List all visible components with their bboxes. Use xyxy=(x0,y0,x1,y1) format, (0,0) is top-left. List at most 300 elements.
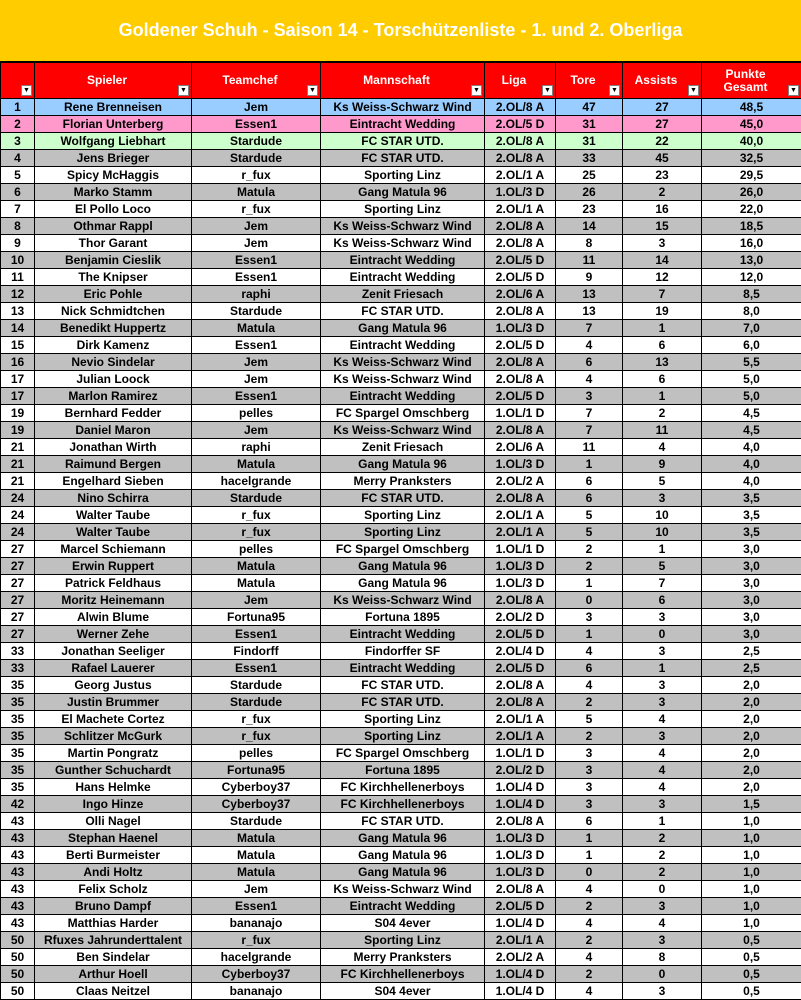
cell-team: Zenit Friesach xyxy=(321,286,485,303)
cell-teamchef: Matula xyxy=(192,184,321,201)
cell-league: 2.OL/5 D xyxy=(485,116,556,133)
cell-points: 1,0 xyxy=(702,864,801,881)
cell-team: Eintracht Wedding xyxy=(321,252,485,269)
cell-teamchef: Stardude xyxy=(192,677,321,694)
cell-points: 3,5 xyxy=(702,490,801,507)
cell-assists: 8 xyxy=(623,949,702,966)
cell-goals: 3 xyxy=(556,609,623,626)
cell-points: 2,0 xyxy=(702,694,801,711)
cell-team: Sporting Linz xyxy=(321,524,485,541)
cell-teamchef: Jem xyxy=(192,218,321,235)
cell-player: Stephan Haenel xyxy=(35,830,192,847)
cell-goals: 1 xyxy=(556,456,623,473)
cell-assists: 1 xyxy=(623,320,702,337)
cell-league: 1.OL/4 D xyxy=(485,983,556,1000)
cell-points: 13,0 xyxy=(702,252,801,269)
cell-rank: 35 xyxy=(1,762,35,779)
cell-player: Raimund Bergen xyxy=(35,456,192,473)
cell-league: 1.OL/3 D xyxy=(485,575,556,592)
cell-rank: 27 xyxy=(1,592,35,609)
cell-league: 2.OL/2 D xyxy=(485,762,556,779)
filter-dropdown-punkte[interactable] xyxy=(788,85,799,96)
cell-rank: 17 xyxy=(1,388,35,405)
cell-team: Sporting Linz xyxy=(321,201,485,218)
cell-goals: 14 xyxy=(556,218,623,235)
cell-team: Sporting Linz xyxy=(321,167,485,184)
cell-league: 2.OL/8 A xyxy=(485,235,556,252)
cell-league: 2.OL/8 A xyxy=(485,218,556,235)
cell-assists: 12 xyxy=(623,269,702,286)
cell-league: 2.OL/8 A xyxy=(485,99,556,116)
cell-points: 3,0 xyxy=(702,592,801,609)
cell-teamchef: Essen1 xyxy=(192,269,321,286)
cell-goals: 7 xyxy=(556,320,623,337)
cell-rank: 50 xyxy=(1,949,35,966)
cell-points: 0,5 xyxy=(702,949,801,966)
cell-league: 1.OL/4 D xyxy=(485,966,556,983)
cell-league: 2.OL/8 A xyxy=(485,303,556,320)
cell-team: Eintracht Wedding xyxy=(321,388,485,405)
cell-team: Findorffer SF xyxy=(321,643,485,660)
cell-points: 2,0 xyxy=(702,779,801,796)
cell-team: S04 4ever xyxy=(321,983,485,1000)
cell-player: Hans Helmke xyxy=(35,779,192,796)
cell-league: 2.OL/8 A xyxy=(485,422,556,439)
cell-rank: 19 xyxy=(1,405,35,422)
cell-goals: 7 xyxy=(556,422,623,439)
cell-rank: 35 xyxy=(1,711,35,728)
cell-assists: 3 xyxy=(623,983,702,1000)
cell-teamchef: Matula xyxy=(192,456,321,473)
cell-points: 2,0 xyxy=(702,728,801,745)
cell-assists: 3 xyxy=(623,235,702,252)
cell-points: 3,5 xyxy=(702,507,801,524)
cell-league: 1.OL/3 D xyxy=(485,558,556,575)
header-rank xyxy=(1,63,35,99)
cell-points: 0,5 xyxy=(702,983,801,1000)
cell-rank: 24 xyxy=(1,524,35,541)
cell-points: 5,5 xyxy=(702,354,801,371)
table-row xyxy=(1,507,801,524)
cell-team: FC Spargel Omschberg xyxy=(321,405,485,422)
cell-rank: 8 xyxy=(1,218,35,235)
cell-points: 1,0 xyxy=(702,830,801,847)
cell-league: 2.OL/1 A xyxy=(485,932,556,949)
cell-team: FC Kirchhellenerboys xyxy=(321,966,485,983)
cell-teamchef: r_fux xyxy=(192,932,321,949)
cell-league: 2.OL/5 D xyxy=(485,898,556,915)
triangle-down-icon: ▼ xyxy=(544,87,551,94)
cell-teamchef: Jem xyxy=(192,371,321,388)
cell-points: 29,5 xyxy=(702,167,801,184)
table-row xyxy=(1,252,801,269)
cell-player: Walter Taube xyxy=(35,507,192,524)
cell-assists: 3 xyxy=(623,490,702,507)
cell-assists: 6 xyxy=(623,337,702,354)
table-row xyxy=(1,932,801,949)
table-row xyxy=(1,184,801,201)
table-row xyxy=(1,201,801,218)
table-row xyxy=(1,167,801,184)
filter-dropdown-teamchef[interactable] xyxy=(307,85,318,96)
header-punkte-gesamt: Punkte Gesamt ▼ xyxy=(702,63,801,99)
cell-team: Sporting Linz xyxy=(321,728,485,745)
cell-league: 1.OL/1 D xyxy=(485,745,556,762)
cell-assists: 4 xyxy=(623,762,702,779)
cell-rank: 27 xyxy=(1,626,35,643)
cell-teamchef: Jem xyxy=(192,881,321,898)
table-row xyxy=(1,371,801,388)
cell-assists: 7 xyxy=(623,575,702,592)
cell-assists: 3 xyxy=(623,728,702,745)
cell-team: Ks Weiss-Schwarz Wind xyxy=(321,422,485,439)
header-teamchef: Teamchef ▼ xyxy=(192,63,321,99)
cell-points: 1,0 xyxy=(702,881,801,898)
cell-teamchef: r_fux xyxy=(192,201,321,218)
triangle-down-icon: ▼ xyxy=(180,87,187,94)
cell-assists: 3 xyxy=(623,932,702,949)
cell-rank: 9 xyxy=(1,235,35,252)
cell-team: Eintracht Wedding xyxy=(321,337,485,354)
cell-teamchef: Stardude xyxy=(192,490,321,507)
cell-rank: 27 xyxy=(1,541,35,558)
cell-points: 0,5 xyxy=(702,932,801,949)
cell-assists: 4 xyxy=(623,745,702,762)
table-row xyxy=(1,405,801,422)
cell-player: Felix Scholz xyxy=(35,881,192,898)
cell-points: 2,0 xyxy=(702,677,801,694)
table-row xyxy=(1,609,801,626)
cell-league: 2.OL/1 A xyxy=(485,507,556,524)
cell-player: Nick Schmidtchen xyxy=(35,303,192,320)
cell-player: Arthur Hoell xyxy=(35,966,192,983)
cell-goals: 31 xyxy=(556,116,623,133)
cell-player: Benedikt Huppertz xyxy=(35,320,192,337)
cell-assists: 11 xyxy=(623,422,702,439)
cell-points: 1,5 xyxy=(702,796,801,813)
cell-player: El Pollo Loco xyxy=(35,201,192,218)
cell-rank: 21 xyxy=(1,456,35,473)
cell-points: 1,0 xyxy=(702,813,801,830)
cell-goals: 4 xyxy=(556,915,623,932)
cell-team: Ks Weiss-Schwarz Wind xyxy=(321,371,485,388)
cell-points: 4,5 xyxy=(702,422,801,439)
table-row xyxy=(1,779,801,796)
cell-assists: 0 xyxy=(623,626,702,643)
cell-assists: 0 xyxy=(623,881,702,898)
filter-dropdown-spieler[interactable] xyxy=(178,85,189,96)
cell-teamchef: Stardude xyxy=(192,813,321,830)
cell-player: Eric Pohle xyxy=(35,286,192,303)
cell-league: 1.OL/4 D xyxy=(485,779,556,796)
cell-teamchef: Essen1 xyxy=(192,116,321,133)
cell-player: Justin Brummer xyxy=(35,694,192,711)
cell-assists: 1 xyxy=(623,541,702,558)
cell-goals: 1 xyxy=(556,830,623,847)
cell-rank: 35 xyxy=(1,728,35,745)
cell-points: 3,0 xyxy=(702,575,801,592)
filter-dropdown-liga[interactable] xyxy=(542,85,553,96)
table-row xyxy=(1,337,801,354)
cell-team: FC STAR UTD. xyxy=(321,813,485,830)
cell-teamchef: Essen1 xyxy=(192,337,321,354)
cell-goals: 13 xyxy=(556,286,623,303)
cell-rank: 21 xyxy=(1,473,35,490)
cell-goals: 11 xyxy=(556,252,623,269)
cell-league: 2.OL/5 D xyxy=(485,660,556,677)
cell-assists: 22 xyxy=(623,133,702,150)
cell-rank: 1 xyxy=(1,99,35,116)
cell-team: Gang Matula 96 xyxy=(321,575,485,592)
cell-rank: 14 xyxy=(1,320,35,337)
header-tore: Tore ▼ xyxy=(556,63,623,99)
cell-goals: 23 xyxy=(556,201,623,218)
filter-dropdown-assists[interactable] xyxy=(688,85,699,96)
cell-rank: 27 xyxy=(1,575,35,592)
cell-rank: 43 xyxy=(1,898,35,915)
page-title: Goldener Schuh - Saison 14 - Torschützenliste - 1. und 2. Oberliga xyxy=(0,0,801,62)
cell-goals: 2 xyxy=(556,728,623,745)
cell-player: Matthias Harder xyxy=(35,915,192,932)
cell-rank: 16 xyxy=(1,354,35,371)
cell-team: Sporting Linz xyxy=(321,507,485,524)
cell-team: Eintracht Wedding xyxy=(321,660,485,677)
cell-rank: 6 xyxy=(1,184,35,201)
cell-team: Eintracht Wedding xyxy=(321,269,485,286)
cell-goals: 3 xyxy=(556,762,623,779)
cell-teamchef: Jem xyxy=(192,99,321,116)
cell-player: Julian Loock xyxy=(35,371,192,388)
table-row xyxy=(1,490,801,507)
cell-player: Martin Pongratz xyxy=(35,745,192,762)
cell-points: 7,0 xyxy=(702,320,801,337)
cell-teamchef: Stardude xyxy=(192,150,321,167)
cell-goals: 0 xyxy=(556,864,623,881)
cell-league: 2.OL/1 A xyxy=(485,524,556,541)
filter-dropdown-mannschaft[interactable] xyxy=(471,85,482,96)
cell-goals: 3 xyxy=(556,745,623,762)
cell-assists: 2 xyxy=(623,184,702,201)
cell-assists: 4 xyxy=(623,779,702,796)
cell-player: Jonathan Seeliger xyxy=(35,643,192,660)
cell-points: 3,5 xyxy=(702,524,801,541)
header-mannschaft: Mannschaft ▼ xyxy=(321,63,485,99)
cell-team: Eintracht Wedding xyxy=(321,116,485,133)
cell-goals: 4 xyxy=(556,677,623,694)
cell-team: FC STAR UTD. xyxy=(321,150,485,167)
cell-rank: 27 xyxy=(1,558,35,575)
header-assists: Assists ▼ xyxy=(623,63,702,99)
cell-assists: 5 xyxy=(623,473,702,490)
cell-player: Dirk Kamenz xyxy=(35,337,192,354)
cell-team: Gang Matula 96 xyxy=(321,320,485,337)
cell-league: 1.OL/4 D xyxy=(485,915,556,932)
cell-rank: 19 xyxy=(1,422,35,439)
cell-assists: 19 xyxy=(623,303,702,320)
cell-player: El Machete Cortez xyxy=(35,711,192,728)
cell-goals: 26 xyxy=(556,184,623,201)
cell-team: Gang Matula 96 xyxy=(321,456,485,473)
cell-assists: 3 xyxy=(623,898,702,915)
cell-league: 1.OL/3 D xyxy=(485,184,556,201)
cell-rank: 35 xyxy=(1,745,35,762)
cell-goals: 4 xyxy=(556,881,623,898)
cell-points: 4,0 xyxy=(702,456,801,473)
cell-goals: 4 xyxy=(556,643,623,660)
cell-points: 3,0 xyxy=(702,541,801,558)
cell-assists: 1 xyxy=(623,813,702,830)
cell-teamchef: r_fux xyxy=(192,711,321,728)
table-row xyxy=(1,949,801,966)
cell-league: 2.OL/5 D xyxy=(485,388,556,405)
cell-assists: 10 xyxy=(623,524,702,541)
cell-assists: 27 xyxy=(623,116,702,133)
cell-points: 0,5 xyxy=(702,966,801,983)
cell-team: Zenit Friesach xyxy=(321,439,485,456)
cell-teamchef: pelles xyxy=(192,405,321,422)
cell-teamchef: Findorff xyxy=(192,643,321,660)
table-row xyxy=(1,898,801,915)
cell-rank: 11 xyxy=(1,269,35,286)
cell-points: 26,0 xyxy=(702,184,801,201)
cell-goals: 5 xyxy=(556,507,623,524)
cell-league: 2.OL/4 D xyxy=(485,643,556,660)
cell-teamchef: raphi xyxy=(192,439,321,456)
table-row xyxy=(1,966,801,983)
table-row xyxy=(1,269,801,286)
cell-rank: 12 xyxy=(1,286,35,303)
cell-league: 2.OL/5 D xyxy=(485,337,556,354)
cell-player: Claas Neitzel xyxy=(35,983,192,1000)
cell-league: 1.OL/3 D xyxy=(485,320,556,337)
cell-points: 4,5 xyxy=(702,405,801,422)
cell-goals: 6 xyxy=(556,813,623,830)
cell-teamchef: Essen1 xyxy=(192,898,321,915)
cell-assists: 2 xyxy=(623,830,702,847)
cell-teamchef: pelles xyxy=(192,541,321,558)
cell-points: 1,0 xyxy=(702,915,801,932)
cell-teamchef: Matula xyxy=(192,558,321,575)
table-row xyxy=(1,473,801,490)
cell-league: 2.OL/2 A xyxy=(485,473,556,490)
cell-team: Merry Pranksters xyxy=(321,949,485,966)
cell-rank: 42 xyxy=(1,796,35,813)
cell-team: Sporting Linz xyxy=(321,932,485,949)
table-row xyxy=(1,150,801,167)
cell-player: Erwin Ruppert xyxy=(35,558,192,575)
cell-rank: 7 xyxy=(1,201,35,218)
cell-league: 2.OL/2 A xyxy=(485,949,556,966)
cell-goals: 3 xyxy=(556,779,623,796)
cell-team: FC Spargel Omschberg xyxy=(321,541,485,558)
cell-player: Moritz Heinemann xyxy=(35,592,192,609)
cell-teamchef: Essen1 xyxy=(192,388,321,405)
table-row xyxy=(1,796,801,813)
table-row xyxy=(1,575,801,592)
cell-league: 1.OL/3 D xyxy=(485,830,556,847)
cell-points: 2,5 xyxy=(702,643,801,660)
cell-rank: 10 xyxy=(1,252,35,269)
cell-rank: 17 xyxy=(1,371,35,388)
cell-team: FC Kirchhellenerboys xyxy=(321,796,485,813)
cell-points: 12,0 xyxy=(702,269,801,286)
scorer-table xyxy=(0,62,801,1000)
cell-points: 5,0 xyxy=(702,371,801,388)
cell-rank: 43 xyxy=(1,864,35,881)
cell-assists: 4 xyxy=(623,915,702,932)
cell-player: Ben Sindelar xyxy=(35,949,192,966)
table-row xyxy=(1,830,801,847)
cell-goals: 2 xyxy=(556,932,623,949)
cell-points: 4,0 xyxy=(702,473,801,490)
cell-team: Ks Weiss-Schwarz Wind xyxy=(321,235,485,252)
cell-league: 1.OL/4 D xyxy=(485,796,556,813)
cell-rank: 21 xyxy=(1,439,35,456)
triangle-down-icon: ▼ xyxy=(309,87,316,94)
cell-points: 3,0 xyxy=(702,609,801,626)
cell-points: 45,0 xyxy=(702,116,801,133)
cell-assists: 16 xyxy=(623,201,702,218)
cell-player: Rene Brenneisen xyxy=(35,99,192,116)
cell-goals: 6 xyxy=(556,660,623,677)
cell-teamchef: raphi xyxy=(192,286,321,303)
cell-teamchef: r_fux xyxy=(192,167,321,184)
cell-assists: 6 xyxy=(623,592,702,609)
cell-player: Marcel Schiemann xyxy=(35,541,192,558)
cell-league: 2.OL/8 A xyxy=(485,592,556,609)
filter-dropdown-tore[interactable] xyxy=(609,85,620,96)
cell-team: FC STAR UTD. xyxy=(321,677,485,694)
cell-teamchef: hacelgrande xyxy=(192,473,321,490)
cell-player: Nevio Sindelar xyxy=(35,354,192,371)
triangle-down-icon: ▼ xyxy=(23,87,30,94)
cell-assists: 9 xyxy=(623,456,702,473)
cell-player: Schlitzer McGurk xyxy=(35,728,192,745)
cell-teamchef: pelles xyxy=(192,745,321,762)
cell-league: 2.OL/8 A xyxy=(485,354,556,371)
cell-league: 2.OL/8 A xyxy=(485,150,556,167)
cell-league: 2.OL/8 A xyxy=(485,881,556,898)
cell-player: Walter Taube xyxy=(35,524,192,541)
cell-teamchef: Essen1 xyxy=(192,626,321,643)
cell-assists: 10 xyxy=(623,507,702,524)
cell-teamchef: Jem xyxy=(192,592,321,609)
filter-dropdown-rank[interactable] xyxy=(21,85,32,96)
cell-points: 1,0 xyxy=(702,847,801,864)
triangle-down-icon: ▼ xyxy=(790,87,797,94)
table-row xyxy=(1,354,801,371)
cell-assists: 7 xyxy=(623,286,702,303)
cell-points: 3,0 xyxy=(702,558,801,575)
table-row xyxy=(1,983,801,1000)
cell-player: Florian Unterberg xyxy=(35,116,192,133)
cell-rank: 50 xyxy=(1,932,35,949)
cell-assists: 15 xyxy=(623,218,702,235)
cell-points: 2,0 xyxy=(702,745,801,762)
cell-league: 2.OL/5 D xyxy=(485,252,556,269)
table-row xyxy=(1,881,801,898)
cell-points: 4,0 xyxy=(702,439,801,456)
table-row xyxy=(1,711,801,728)
cell-player: Spicy McHaggis xyxy=(35,167,192,184)
cell-rank: 3 xyxy=(1,133,35,150)
cell-player: Ingo Hinze xyxy=(35,796,192,813)
cell-league: 2.OL/1 A xyxy=(485,201,556,218)
cell-goals: 13 xyxy=(556,303,623,320)
cell-player: Andi Holtz xyxy=(35,864,192,881)
cell-team: FC STAR UTD. xyxy=(321,490,485,507)
cell-goals: 5 xyxy=(556,524,623,541)
